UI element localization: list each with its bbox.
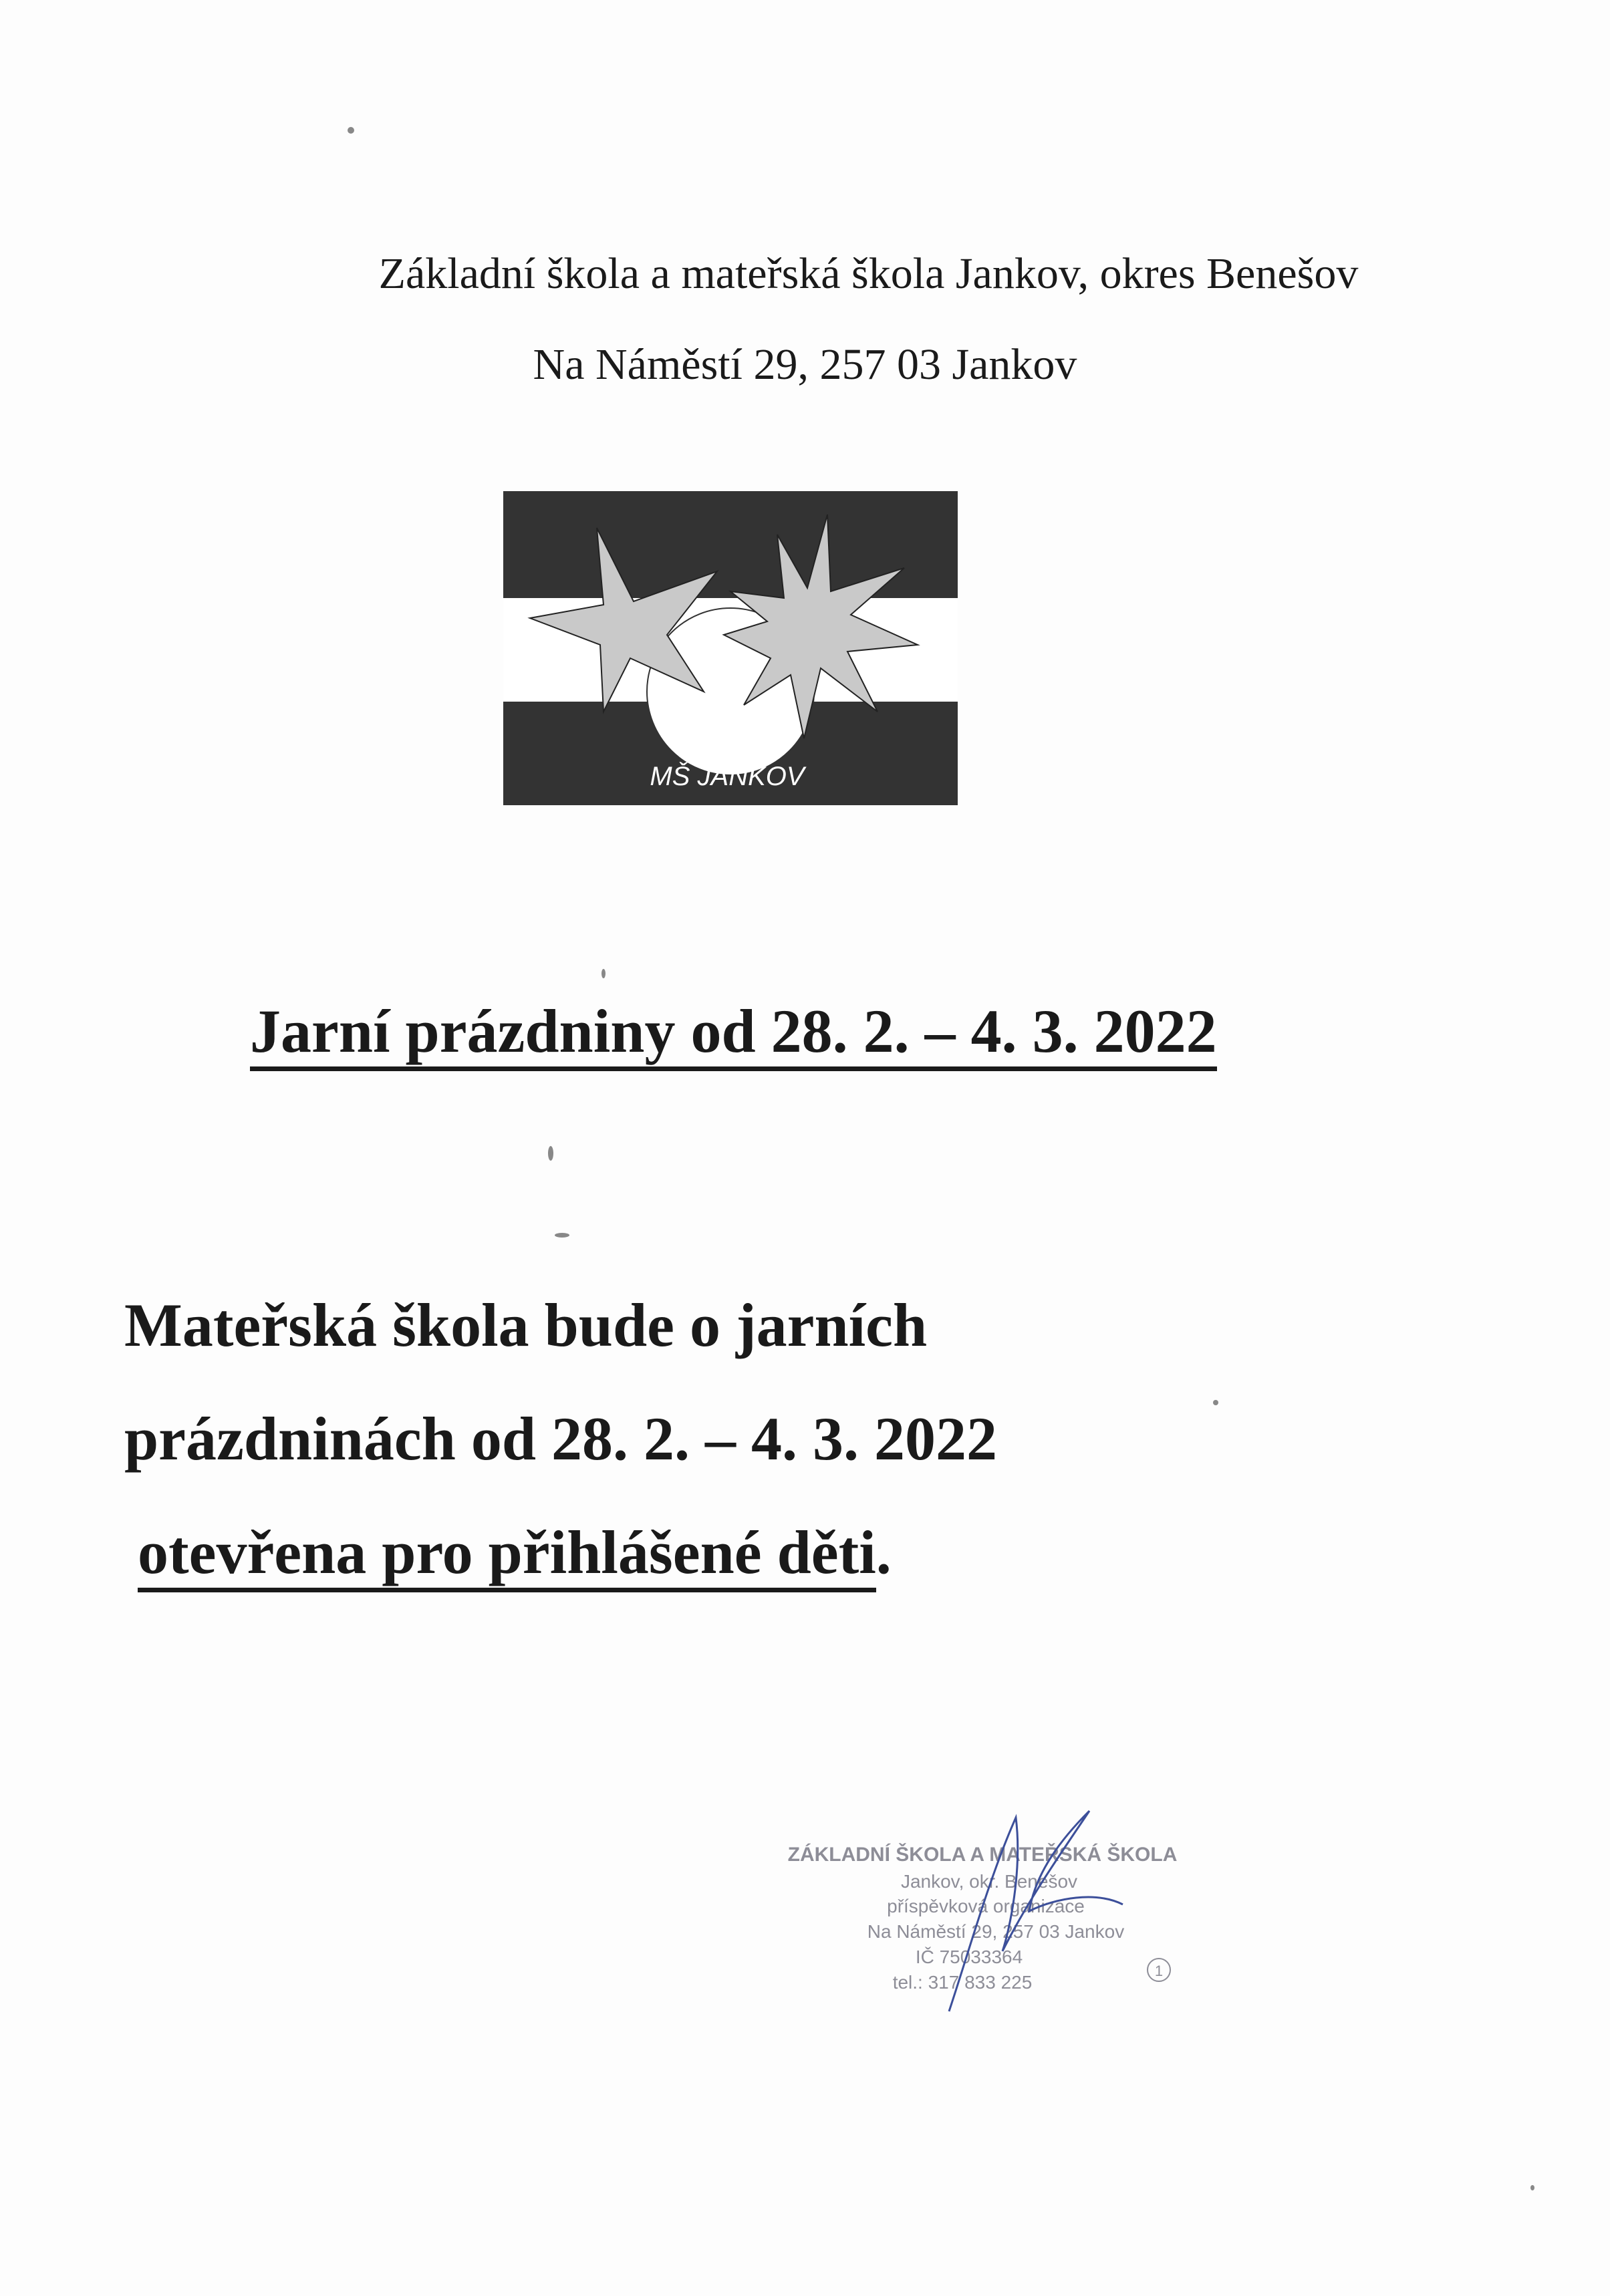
scan-speck — [348, 127, 354, 134]
scan-speck — [1530, 2185, 1534, 2190]
scan-speck — [548, 1146, 553, 1161]
school-logo — [503, 491, 958, 805]
notice-line-1: Mateřská škola bude o jarních — [124, 1291, 928, 1359]
school-name: Základní škola a mateřská škola Jankov, okres Benešov — [378, 249, 1359, 298]
stamp-line-2: Jankov, okr. Benešov — [900, 1871, 1078, 1892]
headline-text: Jarní prázdniny od 28. 2. – 4. 3. 2022 — [250, 997, 1217, 1071]
notice-line-3-period: . — [876, 1518, 892, 1586]
notice-line-3-underlined: otevřena pro přihlášené děti — [138, 1518, 876, 1592]
logo-top-band — [503, 491, 958, 598]
stamp-line-5: IČ 75033364 — [915, 1947, 1023, 1967]
stamp-line-1: ZÁKLADNÍ ŠKOLA A MATEŘSKÁ ŠKOLA — [787, 1844, 1178, 1866]
scan-speck — [555, 1233, 569, 1238]
official-stamp — [749, 1798, 1216, 2018]
notice-line-3 — [138, 1517, 892, 1588]
scan-speck — [1213, 1400, 1218, 1405]
scan-speck — [601, 969, 606, 978]
stamp-line-6: tel.: 317 833 225 — [892, 1972, 1033, 1993]
school-address: Na Náměstí 29, 257 03 Jankov — [533, 340, 1077, 389]
stamp-line-3: příspěvková organizace — [887, 1896, 1085, 1916]
logo-text: MŠ JANKOV — [650, 762, 805, 791]
stamp-line-4: Na Náměstí 29, 257 03 Jankov — [867, 1921, 1125, 1942]
headline — [250, 996, 1217, 1066]
stamp-mark: 1 — [1154, 1963, 1164, 1979]
notice-line-2: prázdninách od 28. 2. – 4. 3. 2022 — [124, 1405, 998, 1473]
